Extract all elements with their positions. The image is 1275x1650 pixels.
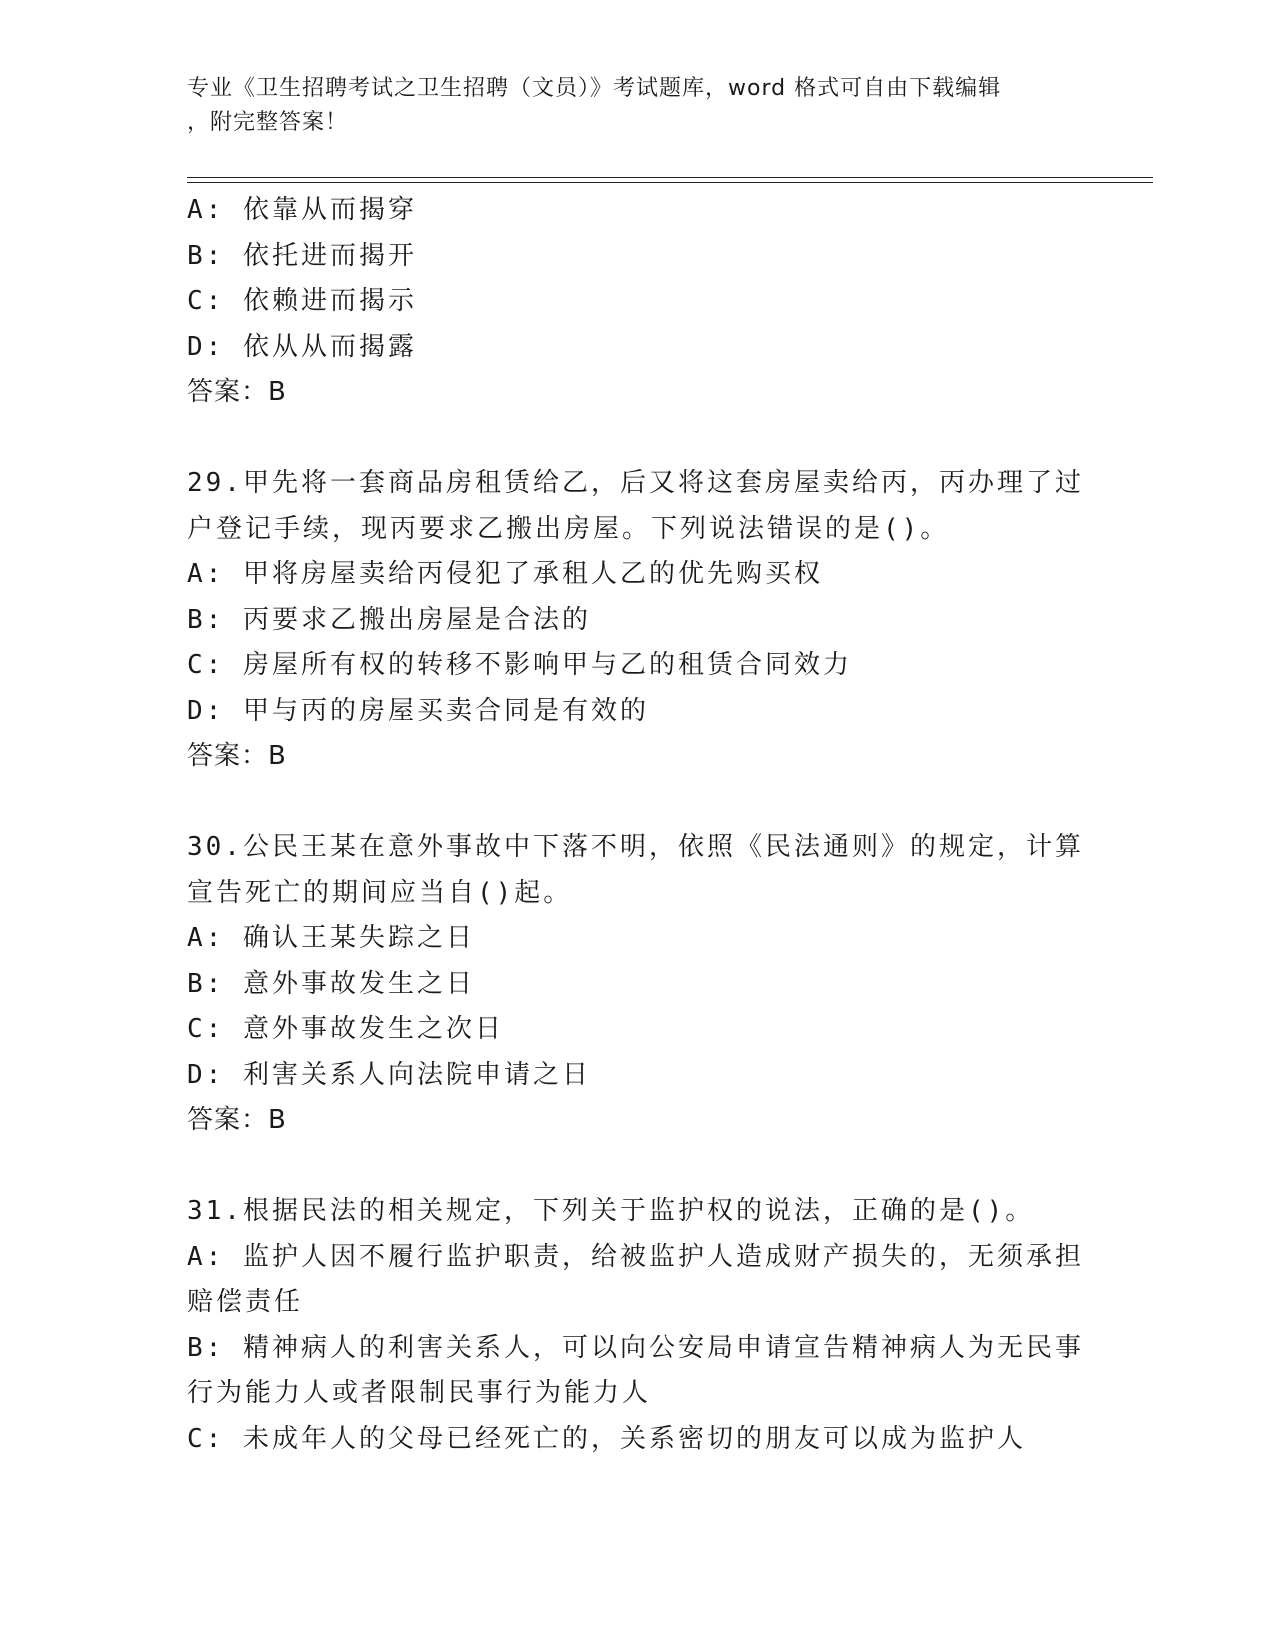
option-d: D: 甲与丙的房屋买卖合同是有效的 bbox=[187, 695, 649, 726]
option-b: B: 丙要求乙搬出房屋是合法的 bbox=[187, 604, 591, 635]
option-a-line-2: 赔偿责任 bbox=[187, 1287, 304, 1317]
option-c: C: 意外事故发生之次日 bbox=[187, 1014, 504, 1044]
header-line-1: 专业《卫生招聘考试之卫生招聘（文员）》考试题库，word 格式可自由下载编辑 bbox=[187, 76, 1002, 101]
answer-line: 答案：B bbox=[187, 1105, 287, 1135]
header-line-2: ，附完整答案！ bbox=[187, 110, 349, 135]
question-30 bbox=[187, 825, 1087, 1144]
question-31 bbox=[187, 1189, 1087, 1462]
option-a: A: 甲将房屋卖给丙侵犯了承租人乙的优先购买权 bbox=[187, 559, 823, 589]
document-header bbox=[187, 72, 1067, 140]
question-stem-line-1: 30.公民王某在意外事故中下落不明，依照《民法通则》的规定，计算 bbox=[187, 832, 1084, 862]
option-d: D: 依从从而揭露 bbox=[187, 331, 417, 362]
question-28-fragment bbox=[187, 188, 1087, 416]
answer-line: 答案：B bbox=[187, 377, 287, 407]
option-d: D: 利害关系人向法院申请之日 bbox=[187, 1059, 591, 1090]
option-b: B: 意外事故发生之日 bbox=[187, 968, 475, 999]
option-b-line-1: B: 精神病人的利害关系人，可以向公安局申请宣告精神病人为无民事 bbox=[187, 1332, 1084, 1363]
question-list bbox=[187, 188, 1087, 1462]
header-divider-top bbox=[187, 177, 1153, 178]
option-c: C: 依赖进而揭示 bbox=[187, 286, 417, 316]
spacer bbox=[187, 1144, 1087, 1190]
question-stem-line-2: 宣告死亡的期间应当自()起。 bbox=[187, 877, 573, 908]
question-stem-line-1: 29.甲先将一套商品房租赁给乙，后又将这套房屋卖给丙，丙办理了过 bbox=[187, 468, 1084, 498]
option-a: A: 确认王某失踪之日 bbox=[187, 923, 475, 953]
header-divider-bottom bbox=[187, 182, 1153, 183]
option-a: A: 依靠从而揭穿 bbox=[187, 195, 417, 225]
option-c: C: 房屋所有权的转移不影响甲与乙的租赁合同效力 bbox=[187, 650, 852, 680]
option-b-line-2: 行为能力人或者限制民事行为能力人 bbox=[187, 1378, 652, 1408]
option-b: B: 依托进而揭开 bbox=[187, 240, 417, 271]
question-29 bbox=[187, 461, 1087, 780]
answer-line: 答案：B bbox=[187, 741, 287, 771]
option-c: C: 未成年人的父母已经死亡的，关系密切的朋友可以成为监护人 bbox=[187, 1423, 1026, 1454]
option-a-line-1: A: 监护人因不履行监护职责，给被监护人造成财产损失的，无须承担 bbox=[187, 1241, 1084, 1272]
question-stem-line-2: 户登记手续，现丙要求乙搬出房屋。下列说法错误的是()。 bbox=[187, 513, 950, 544]
spacer bbox=[187, 416, 1087, 462]
spacer bbox=[187, 780, 1087, 826]
question-stem-line-1: 31.根据民法的相关规定，下列关于监护权的说法，正确的是()。 bbox=[187, 1196, 1035, 1226]
